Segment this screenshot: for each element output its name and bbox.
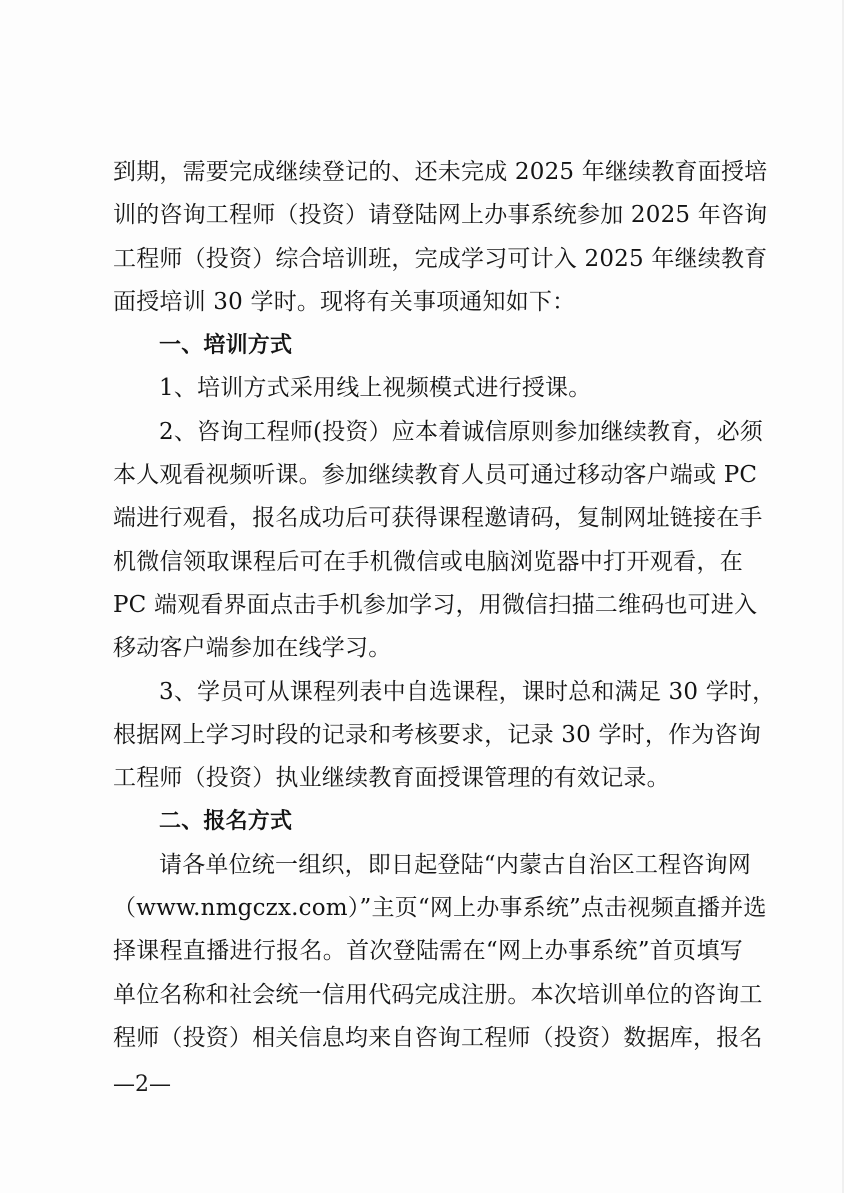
text-line: 1、培训方式采用线上视频模式进行授课。 [159,375,592,402]
text-line: 根据网上学习时段的记录和考核要求，记录 30 学时，作为咨询 [113,721,761,748]
text-line: 请各单位统一组织，即日起登陆“内蒙古自治区工程咨询网 [159,851,751,878]
text-line: 3、学员可从课程列表中自选课程，课时总和满足 30 学时， [159,678,776,705]
body-paragraph [113,411,764,671]
text-line: 训的咨询工程师（投资）请登陆网上办事系统参加 2025 年咨询 [113,202,768,229]
section-heading [113,800,743,843]
text-line: 工程师（投资）综合培训班，完成学习可计入 2025 年继续教育 [113,245,768,272]
document-body [113,151,776,1060]
text-line: 单位名称和社会统一信用代码完成注册。本次培训单位的咨询工 [113,981,763,1008]
text-line: 面授培训 30 学时。现将有关事项通知如下： [113,288,576,315]
text-line: 到期，需要完成继续登记的、还未完成 2025 年继续教育面授培 [113,159,768,185]
section-heading [113,324,743,367]
text-line: 择课程直播进行报名。首次登陆需在“网上办事系统”首页填写 [113,938,743,965]
text-line: （www.nmgczx.com）”主页“网上办事系统”点击视频直播并选 [113,895,767,922]
text-line: 工程师（投资）执业继续教育面授课管理的有效记录。 [113,765,670,792]
text-line: 程师（投资）相关信息均来自咨询工程师（投资）数据库，报名 [113,1024,763,1051]
page-number: —2— [113,1072,171,1097]
text-line: 本人观看视频听课。参加继续教育人员可通过移动客户端或 PC [113,462,758,489]
text-line: 2、咨询工程师(投资）应本着诚信原则参加继续教育，必须 [159,418,764,445]
heading-text: 二、报名方式 [159,809,293,835]
body-paragraph [113,151,768,324]
text-line: 端进行观看，报名成功后可获得课程邀请码，复制网址链接在手 [113,505,763,532]
body-paragraph [113,844,767,1060]
body-paragraph [113,367,743,410]
body-paragraph [113,671,776,801]
text-line: 移动客户端参加在线学习。 [113,635,392,662]
heading-text: 一、培训方式 [159,333,293,359]
text-line: 机微信领取课程后可在手机微信或电脑浏览器中打开观看，在 [113,548,743,575]
text-line: PC 端观看界面点击手机参加学习，用微信扫描二维码也可进入 [113,591,758,618]
